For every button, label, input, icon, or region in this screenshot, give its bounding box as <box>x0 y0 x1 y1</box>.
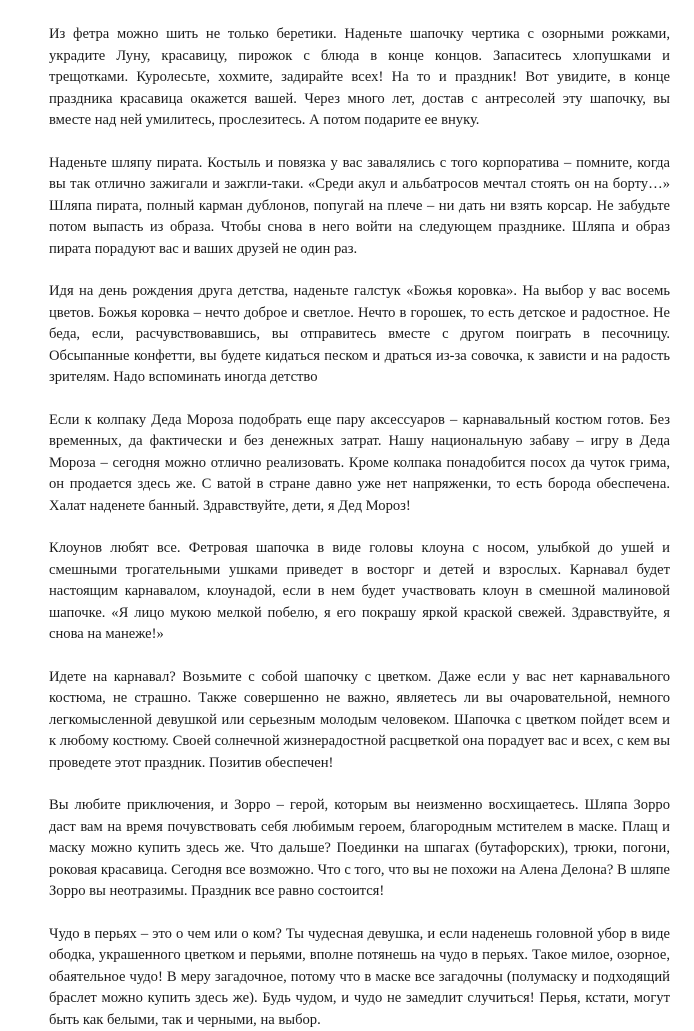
paragraph-flower-hat: Идете на карнавал? Возьмите с собой шапочку с цветком. Даже если у вас нет карнавального костюма, не страшно. Также совершенно не важно, являетесь ли вы очаровательной, немного легкомысленной девушкой или серьезным молодым человеком. Шапочка с цветком пойдет всем и к любому костюму. Своей солнечной жизнерадостной расцветкой она порадует вас и всех, с кем вы проведете этот праздник. Позитив обеспечен! <box>49 667 670 775</box>
paragraph-feather-headband: Чудо в перьях – это о чем или о ком? Ты чудесная девушка, и если наденешь головной убор в виде ободка, украшенного цветком и перьями, вполне потянешь на чудо в перьях. Такое милое, озорное, обаятельное чудо! В меру загадочное, потому что в маске все загадочны (полумаску и подходящий браслет можно купить здесь же). Будь чудом, и чудо не замедлит случиться! Перья, кстати, могут быть как белыми, так и черными, на выбор. <box>49 924 670 1031</box>
paragraph-santa-hat: Если к колпаку Деда Мороза подобрать еще пару аксессуаров – карнавальный костюм готов. Без временных, да фактически и без денежных затрат. Нашу национальную забаву – игру в Деда Мороза – сегодня можно отлично реализовать. Кроме колпака понадобится посох да чуток грима, он продается здесь же. С ватой в стране давно уже нет напряженки, то есть борода обеспечена. Халат наденете банный. Здравствуйте, дети, я Дед Мороз! <box>49 410 670 518</box>
paragraph-pirate-hat: Наденьте шляпу пирата. Костыль и повязка у вас завалялись с того корпоратива – помните, когда вы так отлично зажигали и зажгли-таки. «Среди акул и альбатросов мечтал стоять он на борту…» Шляпа пирата, полный карман дублонов, попугай на плече – ни дать ни взять корсар. Не забудьте потом выпасть из образа. Чтобы снова в него войти на следующем празднике. Шляпа и образ пирата порадуют вас и ваших друзей не один раз. <box>49 153 670 261</box>
paragraph-clown-hat: Клоунов любят все. Фетровая шапочка в виде головы клоуна с носом, улыбкой до ушей и смешными трогательными ушками приведет в восторг и детей и взрослых. Карнавал будет настоящим карнавалом, клоунадой, если в нем будет участвовать клоун в смешной малиновой шапочке. «Я лицо мукою мелкой побелю, я его покрашу яркой краской свежей. Здравствуйте, я снова на манеже!» <box>49 538 670 646</box>
paragraph-ladybug-tie: Идя на день рождения друга детства, наденьте галстук «Божья коровка». На выбор у вас восемь цветов. Божья коровка – нечто доброе и светлое. Нечто в горошек, то есть детское и радостное. Не беда, если, расчувствовавшись, вы отправитесь вместе с другом поиграть в песочницу. Обсыпанные конфетти, вы будете кидаться песком и драться из-за совочка, к зависти и на радость зрителям. Надо вспоминать иногда детство <box>49 281 670 389</box>
paragraph-devil-hat: Из фетра можно шить не только беретики. Наденьте шапочку чертика с озорными рожками, украдите Луну, красавицу, пирожок с блюда в конце концов. Запаситесь хлопушками и трещотками. Куролесьте, хохмите, задирайте всех! На то и праздник! Вот увидите, в конце праздника красавица окажется вашей. Через много лет, достав с антресолей эту шапочку, вы вместе над ней умилитесь, прослезитесь. А потом подарите ее внуку. <box>49 24 670 132</box>
paragraph-zorro-hat: Вы любите приключения, и Зорро – герой, которым вы неизменно восхищаетесь. Шляпа Зорро даст вам на время почувствовать себя любимым героем, благородным мстителем в маске. Плащ и маску можно купить здесь же. Что дальше? Поединки на шпагах (бутафорских), трюки, погони, роковая красавица. Сегодня все возможно. Что с того, что вы не похожи на Алена Делона? В шляпе Зорро вы неотразимы. Праздник все равно состоится! <box>49 795 670 903</box>
